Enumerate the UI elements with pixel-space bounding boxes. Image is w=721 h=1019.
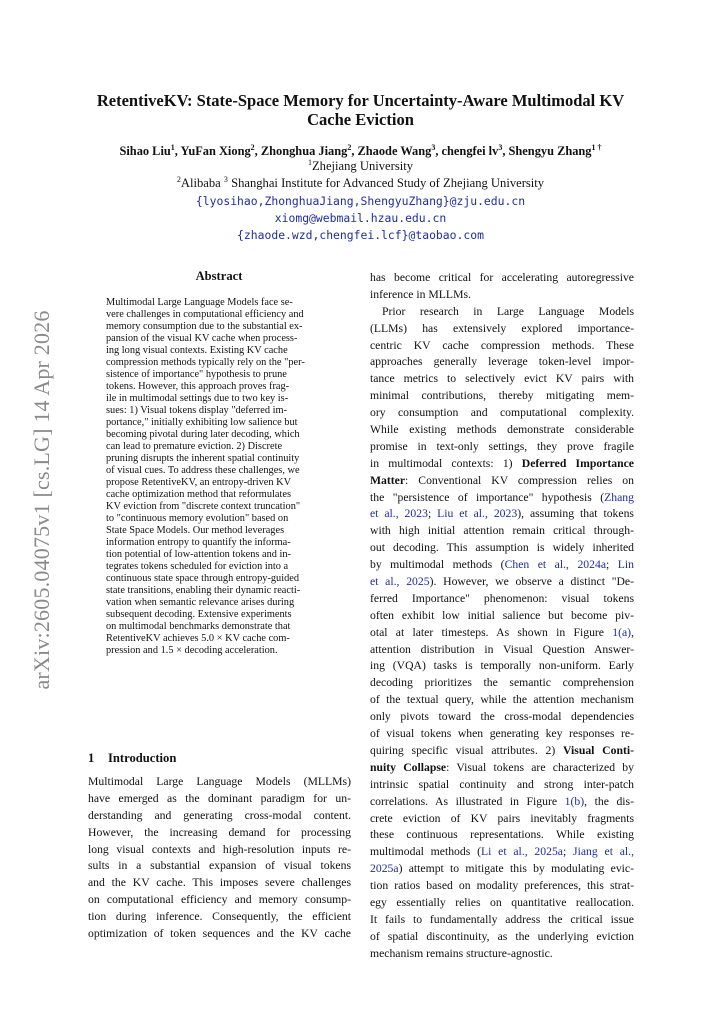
bold-term: Matter bbox=[370, 473, 406, 487]
affiliation-mark: 3 bbox=[223, 174, 228, 184]
bold-term: Visual Conti- bbox=[563, 743, 634, 757]
citation-link[interactable]: Chen et al., 2024a bbox=[504, 558, 607, 572]
abstract-line: pruning disrupts the inherent spatial continuity bbox=[106, 453, 300, 464]
abstract-line: KV eviction from "discrete context truncation" bbox=[106, 501, 301, 512]
abstract-line: ing long visual contexts. Existing KV cache bbox=[106, 345, 288, 356]
citation-link[interactable]: Liu et al., 2023 bbox=[437, 507, 518, 521]
body-line: mechanism remains structure-agnostic. bbox=[370, 946, 553, 960]
body-line: otal at later timesteps. As shown in Figure 1(a), bbox=[370, 625, 634, 639]
abstract-line: pansion of the visual KV cache when process- bbox=[106, 333, 298, 344]
arxiv-stamp-text: arXiv:2605.04075v1 [cs.LG] 14 Apr 2026 bbox=[29, 310, 54, 690]
body-line: multimodal methods (Li et al., 2025a; Jiang et al., bbox=[370, 845, 635, 859]
abstract-body bbox=[106, 297, 332, 657]
body-line: long visual contexts and high-resolution inputs re- bbox=[88, 842, 351, 856]
bold-term: Deferred Importance bbox=[521, 456, 634, 470]
body-line: 2025a) attempt to mitigate this by modulating evic- bbox=[370, 862, 634, 876]
body-line: While existing methods demonstrate considerable bbox=[370, 423, 634, 437]
citation-link[interactable]: Li et al., 2025a bbox=[480, 845, 563, 859]
citation-link[interactable]: et al., 2023 bbox=[370, 507, 428, 521]
affiliation-mark: 1 bbox=[307, 157, 312, 167]
title-line-2: Cache Eviction bbox=[307, 110, 414, 129]
citation-link[interactable]: et al., 2025 bbox=[370, 575, 430, 589]
abstract-line: tion potential of low-attention tokens and in- bbox=[106, 549, 292, 560]
section-number: 1 bbox=[88, 751, 95, 765]
abstract-line: cache optimization method that reformulates bbox=[106, 489, 291, 500]
abstract-line: Multimodal Large Language Models face se- bbox=[106, 297, 293, 308]
body-line: tion during inference. Consequently, the efficient bbox=[88, 910, 351, 924]
body-line: tion ratios based on modality preferences, this strat- bbox=[370, 879, 634, 893]
email-line: {zhaode.wzd,chengfei.lcf}@taobao.com bbox=[237, 228, 484, 242]
email-line: {lyosihao,ZhonghuaJiang,ShengyuZhang}@zju.edu.cn bbox=[195, 194, 526, 208]
body-line: quiring specific visual attributes. 2) Visual Conti- bbox=[370, 743, 634, 757]
title-line-1: RetentiveKV: State-Space Memory for Uncertainty-Aware Multimodal KV bbox=[96, 91, 625, 110]
abstract-line: becoming pivotal during later decoding, which bbox=[106, 429, 300, 440]
arxiv-stamp bbox=[22, 300, 62, 700]
body-line: the "persistence of importance" hypothesis (Zhang bbox=[370, 490, 634, 504]
body-line: minimal contributions, thereby mitigating mem- bbox=[370, 389, 634, 403]
body-line: correlations. As illustrated in Figure 1(b), the dis- bbox=[370, 794, 634, 808]
citation-link[interactable]: Lin bbox=[617, 558, 635, 572]
body-line: tance metrics to selectively evict KV pairs with bbox=[370, 372, 634, 386]
author-affiliation-mark: 2 bbox=[347, 142, 352, 152]
body-line: decoding prioritizes the semantic comprehension bbox=[370, 676, 634, 690]
author-name: Shengyu Zhang bbox=[508, 144, 592, 158]
abstract-heading: Abstract bbox=[195, 269, 243, 283]
citation-link[interactable]: 2025a bbox=[370, 862, 399, 876]
author-affiliation-mark: 1 † bbox=[591, 142, 602, 152]
body-line: has become critical for accelerating autoregressive bbox=[370, 271, 634, 284]
abstract-line: state transitions, enabling their dynamic reacti- bbox=[106, 585, 301, 596]
body-line: with high initial attention remain critical through- bbox=[370, 524, 634, 538]
abstract-line: pression and 1.5 × decoding acceleration. bbox=[106, 645, 278, 656]
affiliation-text: Zhejiang University bbox=[311, 159, 414, 173]
body-line: (LLMs) has extensively explored importance- bbox=[370, 321, 634, 335]
body-line: by multimodal methods (Chen et al., 2024a; Lin bbox=[370, 558, 635, 572]
body-line: optimization of token sequences and the KV cache bbox=[88, 927, 351, 941]
abstract-line: of visual cues. To address these challenges, we bbox=[106, 465, 300, 476]
abstract-line: portance," initially exhibiting low salience but bbox=[106, 417, 298, 428]
affiliation-mark: 2 bbox=[176, 174, 181, 184]
body-line: It fails to fundamentally address the critical issue bbox=[370, 912, 634, 926]
email-line: xiomg@webmail.hzau.edu.cn bbox=[274, 211, 447, 225]
body-line: inference in MLLMs. bbox=[370, 287, 471, 301]
body-line: Prior research in Large Language Models bbox=[382, 304, 634, 318]
author-name: Zhaode Wang bbox=[357, 144, 432, 158]
author-name: chengfei lv bbox=[441, 144, 499, 158]
section-heading bbox=[88, 751, 176, 766]
abstract-line: ile in multimodal settings due to two key is- bbox=[106, 393, 289, 404]
author-name: YuFan Xiong bbox=[180, 144, 251, 158]
abstract-line: continuous state space through entropy-guided bbox=[106, 573, 300, 584]
author-affiliation-mark: 2 bbox=[250, 142, 255, 152]
abstract-line: information entropy to quantify the informa- bbox=[106, 537, 291, 548]
body-line: et al., 2025). However, we observe a distinct "De- bbox=[370, 575, 634, 589]
body-line: nuity Collapse: Visual tokens are characterized by bbox=[370, 760, 634, 774]
body-line: intrinsic spatial continuity and strong inter-patch bbox=[370, 777, 634, 791]
author-name: Sihao Liu bbox=[119, 144, 171, 158]
body-line: et al., 2023; Liu et al., 2023), assuming that tokens bbox=[370, 507, 634, 521]
right-column-text bbox=[370, 270, 634, 963]
body-line: Multimodal Large Language Models (MLLMs) bbox=[88, 775, 351, 788]
abstract-line: sistence of importance" hypothesis to prune bbox=[106, 369, 287, 380]
abstract-line: sues: 1) Visual tokens display "deferred im- bbox=[106, 405, 287, 416]
author-affiliation-mark: 1 bbox=[170, 142, 175, 152]
citation-link[interactable]: Zhang bbox=[604, 490, 634, 504]
affiliation-2 bbox=[60, 176, 661, 191]
body-line: out decoding. This assumption is widely inherited bbox=[370, 541, 634, 555]
left-column-text bbox=[88, 774, 351, 943]
abstract-line: memory consumption due to the substantial ex- bbox=[106, 321, 303, 332]
abstract-line: tegrates tokens scheduled for eviction into a bbox=[106, 561, 289, 572]
abstract-line: RetentiveKV achieves 5.0 × KV cache com- bbox=[106, 633, 290, 644]
body-line: sults in a substantial expansion of visual tokens bbox=[88, 859, 351, 873]
affiliation-text: Shanghai Institute for Advanced Study of Zhejiang University bbox=[231, 176, 545, 190]
body-line: of spatial discontinuity, as the underlying eviction bbox=[370, 929, 634, 943]
citation-link[interactable]: Jiang et al., bbox=[573, 845, 635, 859]
body-line: of the textual query, while the attention mechanism bbox=[370, 693, 634, 707]
author-list: Sihao Liu$^1$, YuFan Xiong$^2$, Zhonghua Jiang$^2$, Zhaode Wang$^3$, chengfei $lv^3$, Shengyu Zhang$^{1 \dagger}$ bbox=[119, 142, 602, 158]
abstract-line: to "continuous memory evolution" based on bbox=[106, 513, 289, 524]
body-line: Matter: Conventional KV compression relies on bbox=[370, 473, 634, 487]
body-line: ferred Importance" phenomenon: visual tokens bbox=[370, 591, 634, 605]
abstract-line: on multimodal benchmarks demonstrate that bbox=[106, 621, 291, 632]
body-line: on computational efficiency and memory consump- bbox=[88, 893, 351, 907]
section-title: Introduction bbox=[108, 751, 177, 765]
body-line: ing (VQA) tasks is temporally non-uniform. Early bbox=[370, 659, 634, 673]
abstract-line: can lead to premature eviction. 2) Discrete bbox=[106, 441, 283, 452]
body-line: promise in text-only settings, they prove fragile bbox=[370, 439, 634, 453]
body-line: derstanding and generating cross-modal content. bbox=[88, 808, 351, 822]
affiliation-text: Alibaba bbox=[180, 176, 221, 190]
body-line: centric KV cache compression methods. These bbox=[370, 338, 634, 352]
body-line: and the KV cache. This imposes severe challenges bbox=[88, 876, 351, 890]
body-line: ory consumption and computational complexity. bbox=[370, 406, 634, 420]
author-affiliation-mark: 3 bbox=[431, 142, 436, 152]
figure-ref-link[interactable]: 1(b) bbox=[564, 794, 585, 808]
body-line: egy essentially relies on quantitative reallocation. bbox=[370, 895, 634, 909]
body-line: often exhibit low initial salience but become piv- bbox=[370, 608, 634, 622]
abstract-line: vation when semantic relevance arises during bbox=[106, 597, 295, 608]
body-line: only pivots toward the cross-modal dependencies bbox=[370, 710, 634, 724]
body-line: of visual tokens when generating key responses re- bbox=[370, 727, 634, 741]
abstract-line: vere challenges in computational efficiency and bbox=[106, 309, 304, 320]
body-line: approaches generally leverage token-level impor- bbox=[370, 355, 634, 369]
figure-ref-link[interactable]: 1(a) bbox=[612, 625, 632, 639]
abstract-line: tokens. However, this approach proves frag- bbox=[106, 381, 290, 392]
body-line: crete eviction of KV pairs inevitably fragments bbox=[370, 811, 634, 825]
body-line: in multimodal contexts: 1) Deferred Importance bbox=[370, 456, 634, 470]
author-affiliation-mark: 3 bbox=[498, 142, 503, 152]
body-line: have emerged as the dominant paradigm for un- bbox=[88, 791, 351, 805]
author-name: Zhonghua Jiang bbox=[260, 144, 348, 158]
abstract-line: subsequent decoding. Extensive experiments bbox=[106, 609, 292, 620]
body-line: However, the increasing demand for processing bbox=[88, 825, 351, 839]
abstract-line: propose RetentiveKV, an entropy-driven KV bbox=[106, 477, 292, 488]
body-line: attention distribution in Visual Question Answer- bbox=[370, 642, 634, 656]
body-line: these continuous representations. While existing bbox=[370, 828, 634, 842]
abstract-line: State Space Models. Our method leverages bbox=[106, 525, 285, 536]
abstract-line: compression methods typically rely on the "per- bbox=[106, 357, 305, 368]
paper-title bbox=[80, 91, 641, 129]
bold-term: nuity Collapse bbox=[370, 760, 447, 774]
affiliation-1 bbox=[60, 159, 661, 174]
